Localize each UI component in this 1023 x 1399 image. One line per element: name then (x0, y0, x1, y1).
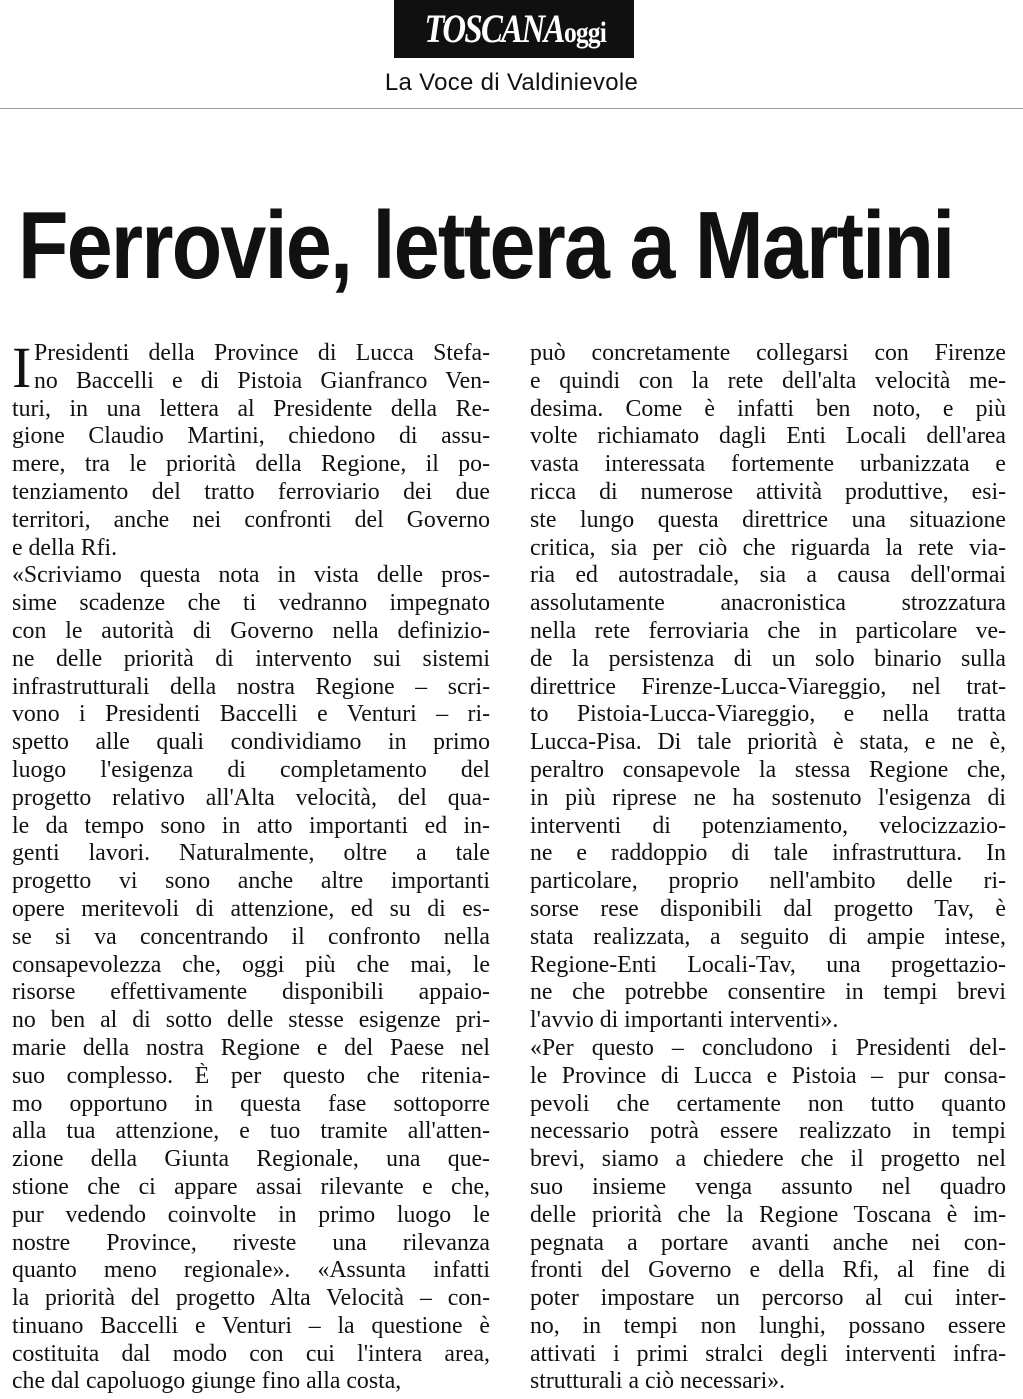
left-column-line: sime scadenze che ti vedranno impegnato (12, 590, 490, 617)
right-column-line: peraltro consapevole la stessa Regione che, (530, 756, 1006, 783)
left-column-line: «Scriviamo questa nota in vista delle pros- (12, 562, 490, 589)
left-column-line: progetto relativo all'Alta velocità, del qua- (12, 784, 490, 811)
right-column-line: sorse rese disponibili dal progetto Tav, è (530, 895, 1006, 922)
right-column-line: no, in tempi non lunghi, possano essere (530, 1312, 1006, 1339)
left-column-line: ne delle priorità di intervento sui sistemi (12, 645, 490, 672)
left-column-line: Presidenti della Province di Lucca Stefa- (34, 340, 490, 366)
newspaper-logo (394, 0, 634, 58)
right-column-line: attivati i primi stralci degli interventi infra- (530, 1340, 1006, 1367)
right-column-line: ricca di numerose attività produttive, esi- (530, 478, 1006, 505)
right-column-line: volte richiamato dagli Enti Locali dell'area (530, 423, 1006, 450)
left-column-line: pur vedendo coinvolte in primo luogo le (12, 1201, 490, 1228)
left-column-line: consapevolezza che, oggi più che mai, le (12, 951, 490, 978)
right-column-line: stata realizzata, a seguito di ampie intese, (530, 923, 1006, 950)
left-column-line: tenziamento del tratto ferroviario dei due (12, 478, 490, 505)
left-column-line: luogo l'esigenza di completamento del (12, 756, 490, 783)
right-column-line: pevoli che certamente non tutto quanto (530, 1090, 1006, 1117)
left-column-line: opere meritevoli di attenzione, ed su di es- (12, 895, 490, 922)
left-column-line: spetto alle quali condividiamo in primo (12, 729, 490, 756)
left-column-line: stione che ci appare assai rilevante e che, (12, 1173, 490, 1200)
right-column-line: ria ed autostradale, sia a causa dell'ormai (530, 562, 1006, 589)
left-column-line: no ben al di sotto delle stesse esigenze pri- (12, 1007, 490, 1034)
left-column-line: con le autorità di Governo nella definizio- (12, 617, 490, 644)
left-column-line: suo complesso. È per questo che ritenia- (12, 1062, 490, 1089)
right-column-line: desima. Come è infatti ben noto, e più (530, 395, 1006, 422)
left-column-line: costituita dal modo con cui l'intera area, (12, 1340, 490, 1367)
left-column-line: alla tua attenzione, e tuo tramite all'atten- (12, 1118, 490, 1145)
article-column-left (12, 335, 490, 1396)
right-column-line: «Per questo – concludono i Presidenti del- (530, 1034, 1006, 1061)
right-column-line: l'avvio di importanti interventi». (530, 1007, 839, 1034)
left-column-line: la priorità del progetto Alta Velocità – con- (12, 1285, 490, 1312)
right-column-line: to Pistoia-Lucca-Viareggio, e nella tratta (530, 701, 1006, 728)
left-column-line: no Baccelli e di Pistoia Gianfranco Ven- (34, 367, 490, 394)
logo-sub-text: oggi (564, 16, 607, 49)
right-column-line: assolutamente anacronistica strozzatura (530, 590, 1006, 617)
left-column-line: se si va concentrando il confronto nella (12, 923, 490, 950)
right-column-line: strutturali a ciò necessari». (530, 1368, 786, 1395)
drop-cap: I (12, 335, 32, 400)
right-column-line: brevi, siamo a chiedere che il progetto nel (530, 1146, 1006, 1173)
right-column-line: Lucca-Pisa. Di tale priorità è stata, e ne è, (530, 729, 1006, 756)
left-column-line: vono i Presidenti Baccelli e Venturi – ri- (12, 701, 490, 728)
right-column-line: ne e raddoppio di tale infrastruttura. In (530, 840, 1006, 867)
right-column-line: ne che potrebbe consentire in tempi brevi (530, 979, 1006, 1006)
left-column-line: territori, anche nei confronti del Governo (12, 506, 490, 533)
right-column-line: in più riprese ne ha sostenuto l'esigenza di (530, 784, 1006, 811)
left-column-line: nostre Province, riveste una rilevanza (12, 1229, 490, 1256)
left-column-line: quanto meno regionale». «Assunta infatti (12, 1257, 490, 1284)
left-column-line: marie della nostra Regione e del Paese nel (12, 1034, 490, 1061)
left-column-line: gione Claudio Martini, chiedono di assu- (12, 423, 490, 450)
right-column-line: critica, sia per ciò che riguarda la rete via- (530, 534, 1006, 561)
left-column-line: e della Rfi. (12, 534, 118, 561)
masthead (0, 0, 1023, 109)
right-column-line: direttrice Firenze-Lucca-Viareggio, nel trat- (530, 673, 1006, 700)
right-column-line: nella rete ferroviaria che in particolare ve- (530, 617, 1006, 644)
right-column-line: Regione-Enti Locali-Tav, una progettazio- (530, 951, 1006, 978)
left-column-line: progetto vi sono anche altre importanti (12, 868, 490, 895)
right-column-line: necessario potrà essere realizzato in tempi (530, 1118, 1006, 1145)
right-column-line: interventi di potenziamento, velocizzazio- (530, 812, 1006, 839)
right-column-line: vasta interessata fortemente urbanizzata e (530, 451, 1006, 478)
left-column-line: mere, tra le priorità della Regione, il po- (12, 451, 490, 478)
right-column-line: suo insieme venga assunto nel quadro (530, 1173, 1006, 1200)
right-column-line: poter impostare un percorso al cui inter- (530, 1285, 1006, 1312)
right-column-line: può concretamente collegarsi con Firenze (530, 340, 1006, 366)
article-column-right (530, 340, 1006, 1396)
left-column-line: genti lavori. Naturalmente, oltre a tale (12, 840, 490, 867)
left-column-line: turi, in una lettera al Presidente della Re- (12, 395, 490, 422)
right-column-line: delle priorità che la Regione Toscana è im- (530, 1201, 1006, 1228)
left-column-line: mo opportuno in questa fase sottoporre (12, 1090, 490, 1117)
right-column-line: de la persistenza di un solo binario sulla (530, 645, 1006, 672)
logo-main-text: TOSCANA (424, 6, 565, 51)
left-column-line: risorse effettivamente disponibili appaio- (12, 979, 490, 1006)
right-column-line: fronti del Governo e della Rfi, al fine di (530, 1257, 1006, 1284)
left-column-line: zione della Giunta Regionale, una que- (12, 1146, 490, 1173)
left-column-line: tinuano Baccelli e Venturi – la questione è (12, 1312, 490, 1339)
right-column-line: pegnata a portare avanti anche nei con- (530, 1229, 1006, 1256)
right-column-line: particolare, proprio nell'ambito delle ri- (530, 868, 1006, 895)
left-column-line: infrastrutturali della nostra Regione – scri- (12, 673, 490, 700)
right-column-line: le Province di Lucca e Pistoia – pur consa- (530, 1062, 1006, 1089)
right-column-line: e quindi con la rete dell'alta velocità me- (530, 367, 1006, 394)
left-column-line: che dal capoluogo giunge fino alla costa, (12, 1368, 402, 1395)
article-headline: Ferrovie, lettera a Martini (18, 192, 954, 299)
left-column-line: le da tempo sono in atto importanti ed in- (12, 812, 490, 839)
edition-subtitle: La Voce di Valdinievole (384, 69, 639, 96)
right-column-line: ste lungo questa direttrice una situazione (530, 506, 1006, 533)
